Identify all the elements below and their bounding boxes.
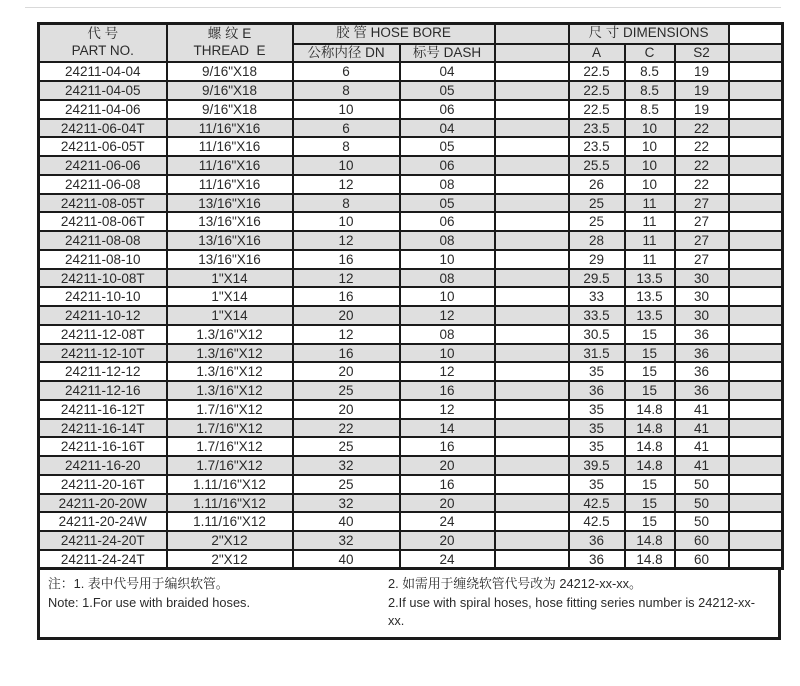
dim-s2-cell: 19: [675, 81, 729, 100]
dash-cell: 05: [400, 194, 495, 213]
dim-c-cell: 11: [625, 194, 675, 213]
spacer-cell: [729, 306, 783, 325]
spacer-cell: [495, 512, 569, 531]
spacer-cell: [729, 287, 783, 306]
thread-cell: 1.11/16"X12: [167, 475, 293, 494]
dn-cell: 32: [293, 456, 400, 475]
thread-cell: 13/16"X16: [167, 250, 293, 269]
table-row: [39, 325, 783, 344]
dash-cell: 12: [400, 306, 495, 325]
part-no-cell: 24211-10-10: [39, 287, 167, 306]
table-row: [39, 306, 783, 325]
dim-c-cell: 15: [625, 362, 675, 381]
dash-cell: 06: [400, 100, 495, 119]
spacer-cell: [495, 381, 569, 400]
dn-cell: 6: [293, 62, 400, 81]
notes-section: [37, 570, 781, 640]
thread-cell: 1.3/16"X12: [167, 362, 293, 381]
spacer-cell: [729, 494, 783, 513]
spacer-cell: [729, 231, 783, 250]
dn-cell: 40: [293, 550, 400, 569]
part-no-cell: 24211-06-05T: [39, 137, 167, 156]
table-row: [39, 62, 783, 81]
header-spacer-top: [495, 24, 569, 44]
header-thread: [167, 24, 293, 63]
dim-c-cell: 15: [625, 381, 675, 400]
dn-cell: 25: [293, 475, 400, 494]
part-no-cell: 24211-08-10: [39, 250, 167, 269]
dim-s2-cell: 27: [675, 250, 729, 269]
dim-s2-cell: 22: [675, 175, 729, 194]
part-no-cell: 24211-08-08: [39, 231, 167, 250]
dim-s2-cell: 60: [675, 550, 729, 569]
spacer-cell: [495, 212, 569, 231]
dim-s2-cell: 50: [675, 512, 729, 531]
dim-s2-cell: 22: [675, 156, 729, 175]
thread-cell: 13/16"X16: [167, 194, 293, 213]
dn-cell: 12: [293, 325, 400, 344]
table-row: [39, 550, 783, 569]
dim-c-cell: 15: [625, 494, 675, 513]
dim-a-cell: 23.5: [569, 119, 625, 138]
thread-cell: 11/16"X16: [167, 137, 293, 156]
note-zh-1: 注：1. 表中代号用于编织软管。: [48, 576, 229, 592]
header-dimensions: 尺 寸 DIMENSIONS: [569, 24, 729, 44]
thread-cell: 1.7/16"X12: [167, 400, 293, 419]
dn-cell: 8: [293, 194, 400, 213]
fitting-spec-table: [37, 22, 784, 570]
dim-c-cell: 14.8: [625, 437, 675, 456]
dim-a-cell: 36: [569, 531, 625, 550]
thread-cell: 1.7/16"X12: [167, 437, 293, 456]
part-no-cell: 24211-12-10T: [39, 344, 167, 363]
table-row: [39, 100, 783, 119]
dash-cell: 08: [400, 269, 495, 288]
note-line-en: [48, 594, 770, 631]
dim-s2-cell: 27: [675, 194, 729, 213]
spacer-cell: [495, 306, 569, 325]
dash-cell: 05: [400, 81, 495, 100]
table-header: [39, 24, 783, 63]
dn-cell: 20: [293, 362, 400, 381]
thread-cell: 11/16"X16: [167, 175, 293, 194]
dim-a-cell: 42.5: [569, 512, 625, 531]
dim-s2-cell: 30: [675, 306, 729, 325]
spacer-cell: [729, 156, 783, 175]
dim-a-cell: 36: [569, 381, 625, 400]
dash-cell: 20: [400, 456, 495, 475]
dim-a-cell: 42.5: [569, 494, 625, 513]
part-no-cell: 24211-04-04: [39, 62, 167, 81]
thread-cell: 13/16"X16: [167, 231, 293, 250]
thread-cell: 2"X12: [167, 531, 293, 550]
dash-cell: 16: [400, 475, 495, 494]
dim-s2-cell: 30: [675, 287, 729, 306]
header-part-no-en: PART NO.: [71, 43, 134, 59]
spacer-cell: [495, 137, 569, 156]
spacer-cell: [495, 550, 569, 569]
header-spacer-top-right: [729, 24, 783, 44]
dim-a-cell: 26: [569, 175, 625, 194]
table-row: [39, 194, 783, 213]
thread-cell: 1"X14: [167, 287, 293, 306]
dim-c-cell: 10: [625, 119, 675, 138]
thread-cell: 1"X14: [167, 269, 293, 288]
part-no-cell: 24211-24-20T: [39, 531, 167, 550]
header-col-s2: S2: [675, 44, 729, 63]
note-zh-2: 2. 如需用于缠绕软管代号改为 24212-xx-xx。: [388, 576, 642, 592]
table-row: [39, 381, 783, 400]
dn-cell: 12: [293, 231, 400, 250]
table-row: [39, 400, 783, 419]
dim-c-cell: 8.5: [625, 62, 675, 81]
dim-c-cell: 14.8: [625, 419, 675, 438]
dn-cell: 40: [293, 512, 400, 531]
dim-s2-cell: 22: [675, 119, 729, 138]
spacer-cell: [495, 156, 569, 175]
spacer-cell: [729, 212, 783, 231]
dim-a-cell: 22.5: [569, 81, 625, 100]
spacer-cell: [495, 250, 569, 269]
dash-cell: 14: [400, 419, 495, 438]
dim-c-cell: 8.5: [625, 100, 675, 119]
dash-cell: 08: [400, 231, 495, 250]
spacer-cell: [495, 362, 569, 381]
thread-cell: 1.7/16"X12: [167, 419, 293, 438]
table-body: [39, 62, 783, 568]
part-no-cell: 24211-16-12T: [39, 400, 167, 419]
spacer-cell: [495, 344, 569, 363]
dim-c-cell: 10: [625, 175, 675, 194]
dn-cell: 16: [293, 344, 400, 363]
table-row: [39, 512, 783, 531]
spacer-cell: [729, 100, 783, 119]
dn-cell: 8: [293, 81, 400, 100]
dim-s2-cell: 41: [675, 437, 729, 456]
thread-cell: 1.3/16"X12: [167, 344, 293, 363]
header-thread-en: THREAD E: [193, 43, 266, 59]
part-no-cell: 24211-08-05T: [39, 194, 167, 213]
note-line-zh: [48, 575, 770, 594]
table-row: [39, 156, 783, 175]
part-no-cell: 24211-20-24W: [39, 512, 167, 531]
table-row: [39, 494, 783, 513]
dim-s2-cell: 30: [675, 269, 729, 288]
header-spacer-mid-right: [729, 44, 783, 63]
dim-c-cell: 14.8: [625, 531, 675, 550]
part-no-cell: 24211-04-05: [39, 81, 167, 100]
dim-c-cell: 8.5: [625, 81, 675, 100]
dash-cell: 05: [400, 137, 495, 156]
thread-cell: 2"X12: [167, 550, 293, 569]
header-part-no: [39, 24, 167, 63]
thread-cell: 9/16"X18: [167, 81, 293, 100]
dim-s2-cell: 36: [675, 381, 729, 400]
dim-a-cell: 29.5: [569, 269, 625, 288]
spacer-cell: [729, 531, 783, 550]
dim-a-cell: 35: [569, 419, 625, 438]
thread-cell: 1.11/16"X12: [167, 512, 293, 531]
part-no-cell: 24211-12-16: [39, 381, 167, 400]
dim-c-cell: 11: [625, 212, 675, 231]
thread-cell: 1"X14: [167, 306, 293, 325]
thread-cell: 1.11/16"X12: [167, 494, 293, 513]
dim-c-cell: 15: [625, 325, 675, 344]
dn-cell: 32: [293, 494, 400, 513]
dash-cell: 06: [400, 156, 495, 175]
dim-s2-cell: 41: [675, 400, 729, 419]
spacer-cell: [495, 100, 569, 119]
dim-a-cell: 28: [569, 231, 625, 250]
dash-cell: 20: [400, 494, 495, 513]
dash-cell: 06: [400, 212, 495, 231]
spacer-cell: [729, 512, 783, 531]
spacer-cell: [495, 475, 569, 494]
spacer-cell: [729, 362, 783, 381]
note-en-2: 2.If use with spiral hoses, hose fitting series number is 24212-xx-xx.: [388, 594, 756, 629]
spacer-cell: [495, 269, 569, 288]
dim-a-cell: 35: [569, 437, 625, 456]
spacer-cell: [729, 137, 783, 156]
dash-cell: 16: [400, 437, 495, 456]
spacer-cell: [729, 325, 783, 344]
dn-cell: 6: [293, 119, 400, 138]
dash-cell: 20: [400, 531, 495, 550]
note-en-1: Note: 1.For use with braided hoses.: [48, 594, 251, 610]
table-row: [39, 81, 783, 100]
header-part-no-zh: 代 号: [87, 26, 119, 42]
dn-cell: 16: [293, 250, 400, 269]
dash-cell: 10: [400, 250, 495, 269]
dim-s2-cell: 60: [675, 531, 729, 550]
dim-c-cell: 13.5: [625, 269, 675, 288]
dn-cell: 10: [293, 100, 400, 119]
dim-s2-cell: 36: [675, 344, 729, 363]
spacer-cell: [495, 531, 569, 550]
header-hose-bore: 胶 管 HOSE BORE: [293, 24, 495, 44]
dash-cell: 12: [400, 362, 495, 381]
table-row: [39, 456, 783, 475]
dim-s2-cell: 22: [675, 137, 729, 156]
table-row: [39, 137, 783, 156]
part-no-cell: 24211-16-20: [39, 456, 167, 475]
part-no-cell: 24211-04-06: [39, 100, 167, 119]
dim-c-cell: 14.8: [625, 456, 675, 475]
thread-cell: 13/16"X16: [167, 212, 293, 231]
spacer-cell: [495, 81, 569, 100]
part-no-cell: 24211-06-06: [39, 156, 167, 175]
spacer-cell: [729, 194, 783, 213]
thread-cell: 1.7/16"X12: [167, 456, 293, 475]
dim-a-cell: 22.5: [569, 100, 625, 119]
dim-a-cell: 25: [569, 194, 625, 213]
dn-cell: 8: [293, 137, 400, 156]
dim-c-cell: 14.8: [625, 550, 675, 569]
dim-s2-cell: 36: [675, 362, 729, 381]
dim-s2-cell: 41: [675, 419, 729, 438]
dn-cell: 22: [293, 419, 400, 438]
dash-cell: 16: [400, 381, 495, 400]
dim-c-cell: 15: [625, 512, 675, 531]
dash-cell: 12: [400, 400, 495, 419]
spacer-cell: [729, 269, 783, 288]
spacer-cell: [729, 250, 783, 269]
table-row: [39, 419, 783, 438]
part-no-cell: 24211-08-06T: [39, 212, 167, 231]
header-dn: 公称内径 DN: [293, 44, 400, 63]
header-thread-zh: 螺 纹 E: [207, 26, 252, 42]
spacer-cell: [495, 119, 569, 138]
spacer-cell: [729, 475, 783, 494]
part-no-cell: 24211-20-20W: [39, 494, 167, 513]
thread-cell: 9/16"X18: [167, 100, 293, 119]
dim-s2-cell: 27: [675, 212, 729, 231]
dash-cell: 24: [400, 512, 495, 531]
spacer-cell: [729, 550, 783, 569]
dim-a-cell: 35: [569, 400, 625, 419]
dim-a-cell: 36: [569, 550, 625, 569]
part-no-cell: 24211-06-04T: [39, 119, 167, 138]
spacer-cell: [495, 437, 569, 456]
thread-cell: 9/16"X18: [167, 62, 293, 81]
dn-cell: 16: [293, 287, 400, 306]
dim-c-cell: 11: [625, 231, 675, 250]
thread-cell: 1.3/16"X12: [167, 381, 293, 400]
spacer-cell: [495, 194, 569, 213]
dash-cell: 10: [400, 344, 495, 363]
header-spacer-mid: [495, 44, 569, 63]
table-row: [39, 250, 783, 269]
table-row: [39, 437, 783, 456]
dim-a-cell: 31.5: [569, 344, 625, 363]
dim-a-cell: 25: [569, 212, 625, 231]
spacer-cell: [495, 456, 569, 475]
spacer-cell: [495, 62, 569, 81]
table-row: [39, 212, 783, 231]
dn-cell: 20: [293, 400, 400, 419]
dim-c-cell: 10: [625, 156, 675, 175]
dn-cell: 32: [293, 531, 400, 550]
dim-s2-cell: 41: [675, 456, 729, 475]
dn-cell: 10: [293, 212, 400, 231]
table-row: [39, 531, 783, 550]
spacer-cell: [729, 381, 783, 400]
part-no-cell: 24211-10-12: [39, 306, 167, 325]
spacer-cell: [729, 419, 783, 438]
table-row: [39, 231, 783, 250]
dim-a-cell: 35: [569, 362, 625, 381]
dash-cell: 08: [400, 175, 495, 194]
dim-s2-cell: 27: [675, 231, 729, 250]
datasheet: [37, 22, 781, 640]
table-row: [39, 475, 783, 494]
dn-cell: 25: [293, 381, 400, 400]
dn-cell: 25: [293, 437, 400, 456]
spacer-cell: [495, 325, 569, 344]
dim-a-cell: 29: [569, 250, 625, 269]
dim-a-cell: 39.5: [569, 456, 625, 475]
dash-cell: 04: [400, 62, 495, 81]
dim-c-cell: 13.5: [625, 306, 675, 325]
part-no-cell: 24211-20-16T: [39, 475, 167, 494]
dash-cell: 04: [400, 119, 495, 138]
dim-s2-cell: 19: [675, 100, 729, 119]
table-row: [39, 287, 783, 306]
thread-cell: 11/16"X16: [167, 119, 293, 138]
dim-a-cell: 30.5: [569, 325, 625, 344]
header-col-a: A: [569, 44, 625, 63]
table-row: [39, 175, 783, 194]
spacer-cell: [495, 419, 569, 438]
dim-a-cell: 33.5: [569, 306, 625, 325]
dim-c-cell: 13.5: [625, 287, 675, 306]
spacer-cell: [729, 81, 783, 100]
part-no-cell: 24211-12-12: [39, 362, 167, 381]
table-row: [39, 119, 783, 138]
dim-a-cell: 23.5: [569, 137, 625, 156]
dim-c-cell: 10: [625, 137, 675, 156]
spacer-cell: [729, 344, 783, 363]
part-no-cell: 24211-24-24T: [39, 550, 167, 569]
dim-c-cell: 15: [625, 344, 675, 363]
dash-cell: 08: [400, 325, 495, 344]
dim-s2-cell: 50: [675, 475, 729, 494]
dim-a-cell: 35: [569, 475, 625, 494]
dim-c-cell: 14.8: [625, 400, 675, 419]
part-no-cell: 24211-16-14T: [39, 419, 167, 438]
part-no-cell: 24211-10-08T: [39, 269, 167, 288]
dim-s2-cell: 36: [675, 325, 729, 344]
dim-s2-cell: 19: [675, 62, 729, 81]
spacer-cell: [495, 175, 569, 194]
spacer-cell: [729, 456, 783, 475]
spacer-cell: [729, 62, 783, 81]
dn-cell: 20: [293, 306, 400, 325]
table-row: [39, 344, 783, 363]
dim-c-cell: 15: [625, 475, 675, 494]
dim-s2-cell: 50: [675, 494, 729, 513]
table-row: [39, 269, 783, 288]
thread-cell: 11/16"X16: [167, 156, 293, 175]
dash-cell: 24: [400, 550, 495, 569]
spacer-cell: [729, 400, 783, 419]
part-no-cell: 24211-12-08T: [39, 325, 167, 344]
dn-cell: 12: [293, 269, 400, 288]
header-dash: 标号 DASH: [400, 44, 495, 63]
part-no-cell: 24211-06-08: [39, 175, 167, 194]
dim-a-cell: 33: [569, 287, 625, 306]
dn-cell: 10: [293, 156, 400, 175]
spacer-cell: [729, 119, 783, 138]
spacer-cell: [495, 494, 569, 513]
dim-a-cell: 22.5: [569, 62, 625, 81]
spacer-cell: [729, 175, 783, 194]
spacer-cell: [495, 400, 569, 419]
scan-artifact-line: [25, 7, 781, 8]
spacer-cell: [495, 231, 569, 250]
dim-c-cell: 11: [625, 250, 675, 269]
spacer-cell: [495, 287, 569, 306]
header-col-c: C: [625, 44, 675, 63]
dash-cell: 10: [400, 287, 495, 306]
dn-cell: 12: [293, 175, 400, 194]
spacer-cell: [729, 437, 783, 456]
dim-a-cell: 25.5: [569, 156, 625, 175]
table-row: [39, 362, 783, 381]
part-no-cell: 24211-16-16T: [39, 437, 167, 456]
thread-cell: 1.3/16"X12: [167, 325, 293, 344]
